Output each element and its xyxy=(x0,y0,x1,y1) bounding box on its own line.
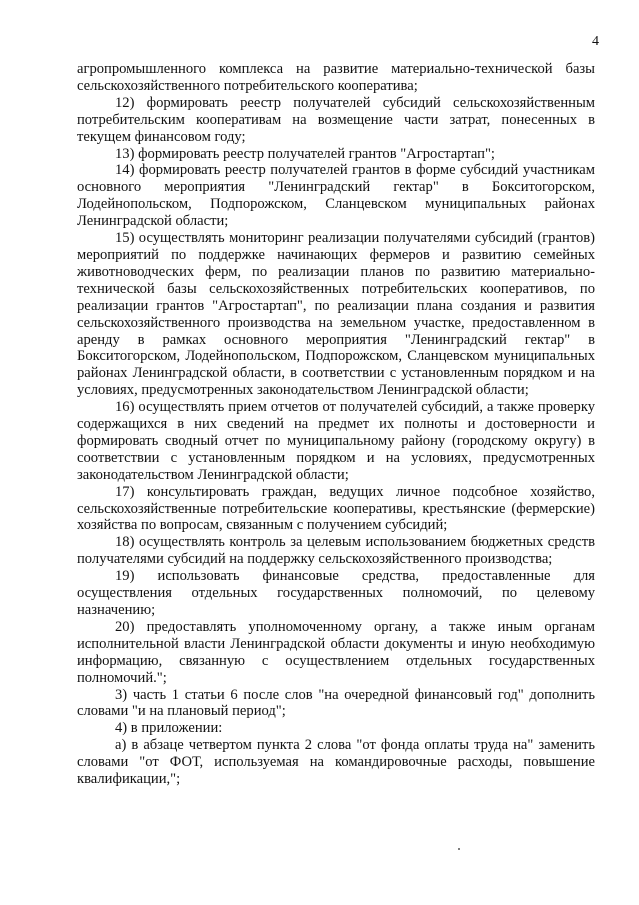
paragraph: 3) часть 1 статьи 6 после слов "на очередной финансовый год" дополнить словами "и на плановый период"; xyxy=(77,686,595,720)
paragraph: 17) консультировать граждан, ведущих личное подсобное хозяйство, сельскохозяйственные потребительские кооперативы, крестьянские (фермерские) хозяйства по вопросам, связанным с получением субсидий; xyxy=(77,483,595,534)
page-number: 4 xyxy=(592,34,599,49)
paragraph: агропромышленного комплекса на развитие материально-технической базы сельскохозяйственного потребительского кооператива; xyxy=(77,61,595,94)
paragraph: 18) осуществлять контроль за целевым использованием бюджетных средств получателями субсидий на поддержку сельскохозяйственного производства; xyxy=(77,534,595,568)
paragraph: 20) предоставлять уполномоченному органу, а также иным органам исполнительной власти Ленинградской области документы и иную необходимую информацию, связанную с осуществлением отдельных государственных полномочий."; xyxy=(77,618,595,686)
paragraph: 14) формировать реестр получателей грантов в форме субсидий участникам основного мероприятия "Ленинградский гектар" в Бокситогорском, Лодейнопольском, Подпорожском, Сланцевском муниципальных районах Ленинградской области; xyxy=(77,162,595,230)
paragraph: а) в абзаце четвертом пункта 2 слова "от фонда оплаты труда на" заменить словами "от ФОТ, используемая на командировочные расходы, повышение квалификации,"; xyxy=(77,737,595,788)
paragraph: 4) в приложении: xyxy=(115,720,223,737)
paragraph: 13) формировать реестр получателей грантов "Агростартап"; xyxy=(115,145,495,162)
paragraph: 19) использовать финансовые средства, предоставленные для осуществления отдельных государственных полномочий, по целевому назначению; xyxy=(77,568,595,618)
document-body xyxy=(77,61,595,788)
paragraph: 16) осуществлять прием отчетов от получателей субсидий, а также проверку содержащихся в них сведений на предмет их полноты и достоверности и формировать сводный отчет по муниципальному району (городскому округу) в соответствии с установленным порядком и на условиях, предусмотренных законодательством Ленинградской области; xyxy=(77,399,595,483)
scan-speck xyxy=(458,848,460,850)
paragraph: 12) формировать реестр получателей субсидий сельскохозяйственным потребительским кооперативам на возмещение части затрат, понесенных в текущем финансовом году; xyxy=(77,94,595,145)
paragraph: 15) осуществлять мониторинг реализации получателями субсидий (грантов) мероприятий по поддержке начинающих фермеров и развитию семейных животноводческих ферм, по реализации планов по развитию материально-технической базы сельскохозяйственных потребительских кооперативов, по реализации грантов "Агростартап", по реализации плана создания и развития сельскохозяйственного производства на земельном участке, предоставленном в аренду в рамках основного мероприятия "Ленинградский гектар" в Бокситогорском, Лодейнопольском, Подпорожском, Сланцевском муниципальных районах Ленинградской области, в соответствии с установленным порядком и на условиях, предусмотренных законодательством Ленинградской области; xyxy=(77,230,595,399)
